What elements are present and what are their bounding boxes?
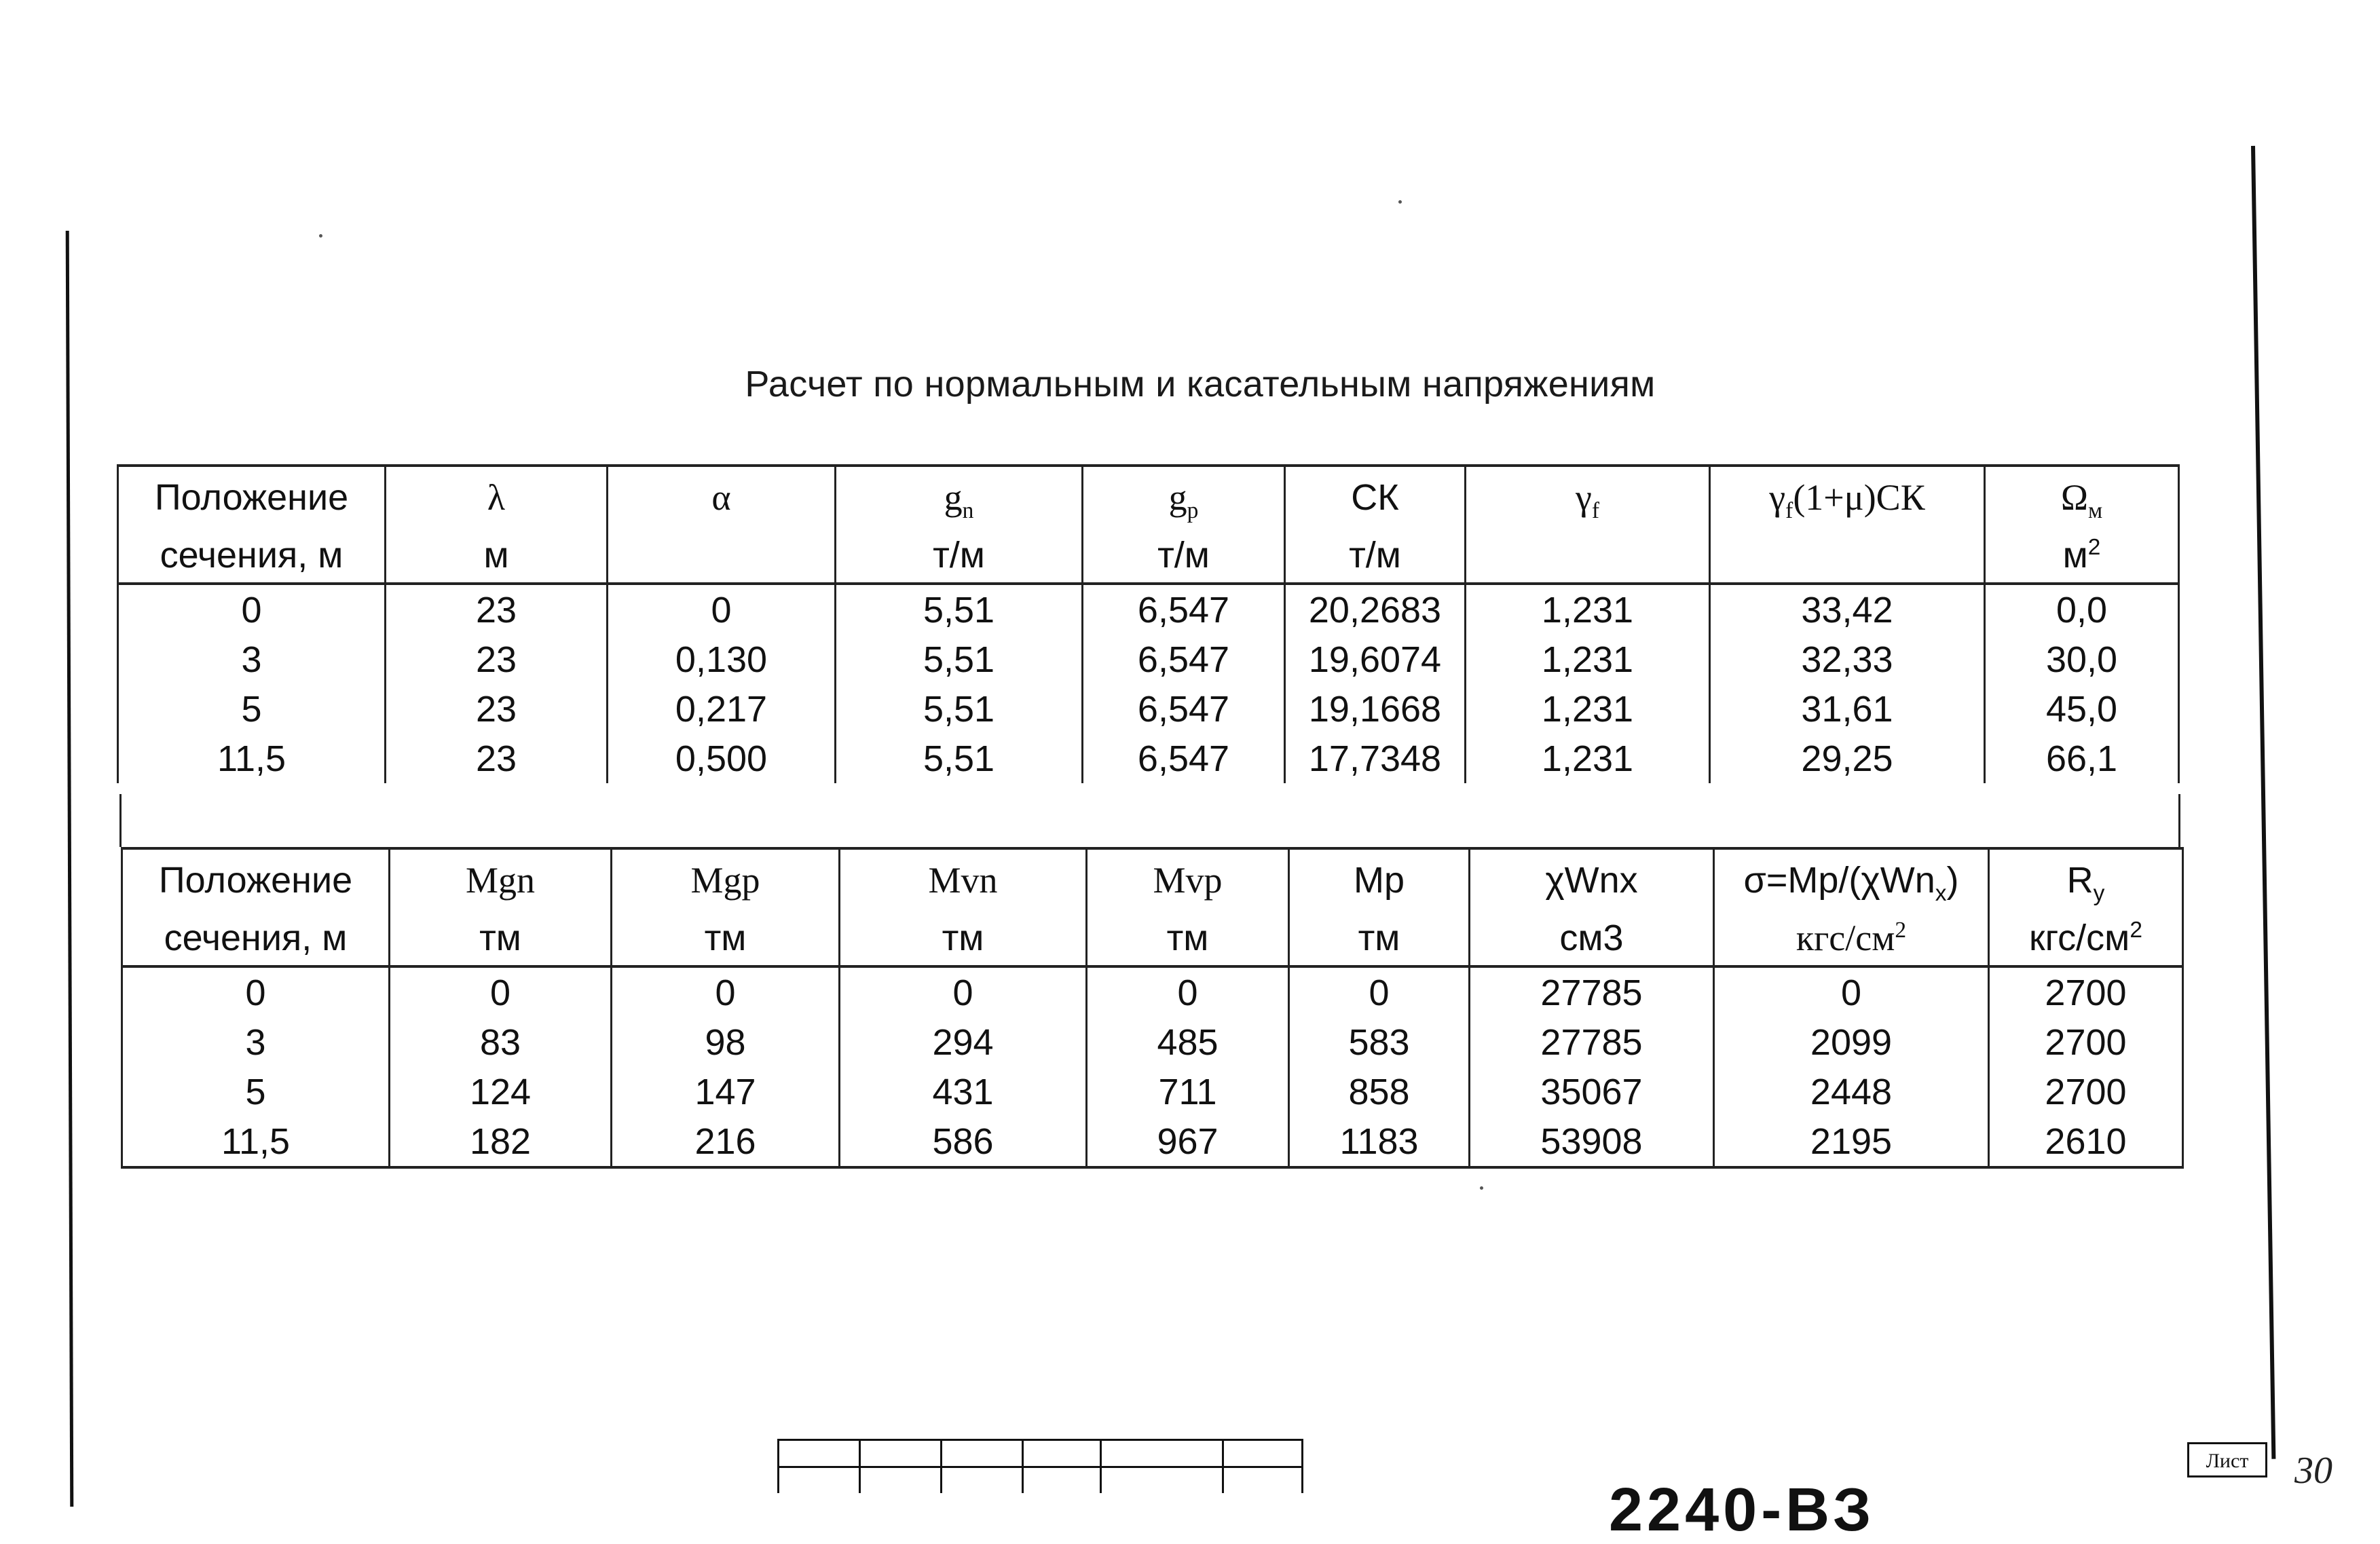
- table2-units-row: [122, 911, 2183, 966]
- cell: 485: [1087, 1017, 1289, 1067]
- header-sigma: σ=Mp/(χWn$_x$): [1714, 848, 1989, 911]
- cell: 583: [1289, 1017, 1470, 1067]
- stamp-line: [1022, 1439, 1024, 1493]
- unit-position: сечения, м: [118, 528, 386, 584]
- cell: 2195: [1714, 1116, 1989, 1167]
- cell: 35067: [1470, 1067, 1714, 1116]
- cell: 0: [608, 584, 836, 635]
- scan-speck: [1398, 200, 1402, 204]
- header-mgn: Mgn: [390, 848, 612, 911]
- cell: 5: [118, 684, 386, 734]
- cell: 45,0: [1985, 684, 2179, 734]
- unit-ck: т/м: [1285, 528, 1466, 584]
- unit-gamma-f: [1466, 528, 1710, 584]
- header-position: Положение: [118, 466, 386, 528]
- header-gamma-f: $\gamma_f$: [1466, 466, 1710, 528]
- unit-mgn: тм: [390, 911, 612, 966]
- header-lambda: λ: [386, 466, 608, 528]
- table2-header-row: [122, 848, 2183, 911]
- header-omega-m: $\Omega_м$: [1985, 466, 2179, 528]
- header-mgp: Mgp: [612, 848, 840, 911]
- unit-mvp: тм: [1087, 911, 1289, 966]
- cell: 32,33: [1710, 635, 1985, 684]
- unit-gp: т/м: [1083, 528, 1285, 584]
- cell: 2448: [1714, 1067, 1989, 1116]
- cell: 2099: [1714, 1017, 1989, 1067]
- table1-units-row: [118, 528, 2179, 584]
- cell: 5,51: [836, 635, 1083, 684]
- cell: 11,5: [122, 1116, 390, 1167]
- header-gp: $g_p$: [1083, 466, 1285, 528]
- unit-ry: кгс/$см^2$: [1989, 911, 2183, 966]
- header-alpha: α: [608, 466, 836, 528]
- table-separator: [119, 794, 2180, 847]
- stamp-line: [1301, 1439, 1303, 1493]
- unit-position: сечения, м: [122, 911, 390, 966]
- header-ck: СК: [1285, 466, 1466, 528]
- cell: 6,547: [1083, 584, 1285, 635]
- cell: 27785: [1470, 966, 1714, 1017]
- cell: 216: [612, 1116, 840, 1167]
- sheet-label: Лист: [2187, 1442, 2267, 1477]
- cell: 11,5: [118, 734, 386, 783]
- cell: 31,61: [1710, 684, 1985, 734]
- cell: 711: [1087, 1067, 1289, 1116]
- stress-parameters-table: [117, 464, 2180, 783]
- table-row: [122, 966, 2183, 1017]
- cell: 858: [1289, 1067, 1470, 1116]
- cell: 5,51: [836, 734, 1083, 783]
- cell: 0: [390, 966, 612, 1017]
- cell: 6,547: [1083, 684, 1285, 734]
- cell: 3: [122, 1017, 390, 1067]
- cell: 0: [118, 584, 386, 635]
- cell: 3: [118, 635, 386, 684]
- cell: 29,25: [1710, 734, 1985, 783]
- cell: 83: [390, 1017, 612, 1067]
- stamp-line: [777, 1439, 779, 1493]
- cell: 2700: [1989, 966, 2183, 1017]
- cell: 5: [122, 1067, 390, 1116]
- header-gamma-f-ck: $\gamma_f(1+\mu)СК$: [1710, 466, 1985, 528]
- cell: 294: [840, 1017, 1087, 1067]
- cell: 23: [386, 734, 608, 783]
- cell: 27785: [1470, 1017, 1714, 1067]
- drawing-code: 2240-ВЗ: [1609, 1476, 1876, 1544]
- unit-omega-m: $м^2$: [1985, 528, 2179, 584]
- title-block-stamp: [777, 1439, 1303, 1493]
- cell: 6,547: [1083, 734, 1285, 783]
- frame-left-border: [66, 231, 74, 1507]
- cell: 0: [840, 966, 1087, 1017]
- cell: 0: [122, 966, 390, 1017]
- cell: 0,0: [1985, 584, 2179, 635]
- cell: 147: [612, 1067, 840, 1116]
- unit-lambda: м: [386, 528, 608, 584]
- cell: 19,6074: [1285, 635, 1466, 684]
- stamp-line: [777, 1439, 1303, 1441]
- table-row: [122, 1017, 2183, 1067]
- unit-mvn: тм: [840, 911, 1087, 966]
- cell: 1,231: [1466, 684, 1710, 734]
- cell: 1,231: [1466, 584, 1710, 635]
- header-mvp: Mvp: [1087, 848, 1289, 911]
- cell: 0: [612, 966, 840, 1017]
- cell: 0: [1087, 966, 1289, 1017]
- table-row: [118, 635, 2179, 684]
- cell: 967: [1087, 1116, 1289, 1167]
- cell: 23: [386, 684, 608, 734]
- cell: 0: [1289, 966, 1470, 1017]
- cell: 1,231: [1466, 734, 1710, 783]
- cell: 0: [1714, 966, 1989, 1017]
- header-ry: $R_y$: [1989, 848, 2183, 911]
- cell: 19,1668: [1285, 684, 1466, 734]
- cell: 182: [390, 1116, 612, 1167]
- unit-alpha: [608, 528, 836, 584]
- cell: 33,42: [1710, 584, 1985, 635]
- header-gn: $g_n$: [836, 466, 1083, 528]
- cell: 53908: [1470, 1116, 1714, 1167]
- scan-speck: [1480, 1186, 1483, 1190]
- cell: 1183: [1289, 1116, 1470, 1167]
- sheet-number: 30: [2294, 1450, 2332, 1492]
- table-row: [118, 684, 2179, 734]
- header-mvn: Mvn: [840, 848, 1087, 911]
- stamp-line: [1222, 1439, 1224, 1493]
- table-row: [122, 1116, 2183, 1167]
- cell: 0,130: [608, 635, 836, 684]
- table-row: [118, 734, 2179, 783]
- cell: 5,51: [836, 684, 1083, 734]
- cell: 431: [840, 1067, 1087, 1116]
- cell: 586: [840, 1116, 1087, 1167]
- unit-mgp: тм: [612, 911, 840, 966]
- unit-gn: т/м: [836, 528, 1083, 584]
- stamp-line: [859, 1439, 861, 1493]
- table-row: [122, 1067, 2183, 1116]
- unit-gamma-f-ck: [1710, 528, 1985, 584]
- cell: 0,500: [608, 734, 836, 783]
- page-title: Расчет по нормальным и касательным напряжениям: [745, 364, 1656, 404]
- cell: 98: [612, 1017, 840, 1067]
- header-position: Положение: [122, 848, 390, 911]
- cell: 23: [386, 584, 608, 635]
- scan-speck: [319, 234, 322, 238]
- unit-mp: тм: [1289, 911, 1470, 966]
- cell: 6,547: [1083, 635, 1285, 684]
- unit-sigma: кгс/$см^2$: [1714, 911, 1989, 966]
- moments-stress-table: [121, 847, 2184, 1169]
- cell: 1,231: [1466, 635, 1710, 684]
- cell: 20,2683: [1285, 584, 1466, 635]
- stamp-line: [777, 1466, 1303, 1468]
- cell: 0,217: [608, 684, 836, 734]
- cell: 17,7348: [1285, 734, 1466, 783]
- header-chi-wnx: χWnx: [1470, 848, 1714, 911]
- table1-header-row: [118, 466, 2179, 528]
- cell: 5,51: [836, 584, 1083, 635]
- cell: 2700: [1989, 1067, 2183, 1116]
- stamp-line: [940, 1439, 942, 1493]
- cell: 66,1: [1985, 734, 2179, 783]
- cell: 23: [386, 635, 608, 684]
- cell: 2700: [1989, 1017, 2183, 1067]
- unit-chi-wnx: см3: [1470, 911, 1714, 966]
- cell: 2610: [1989, 1116, 2183, 1167]
- cell: 30,0: [1985, 635, 2179, 684]
- frame-right-border: [2251, 146, 2275, 1459]
- table-row: [118, 584, 2179, 635]
- header-mp: Mp: [1289, 848, 1470, 911]
- stamp-line: [1100, 1439, 1102, 1493]
- cell: 124: [390, 1067, 612, 1116]
